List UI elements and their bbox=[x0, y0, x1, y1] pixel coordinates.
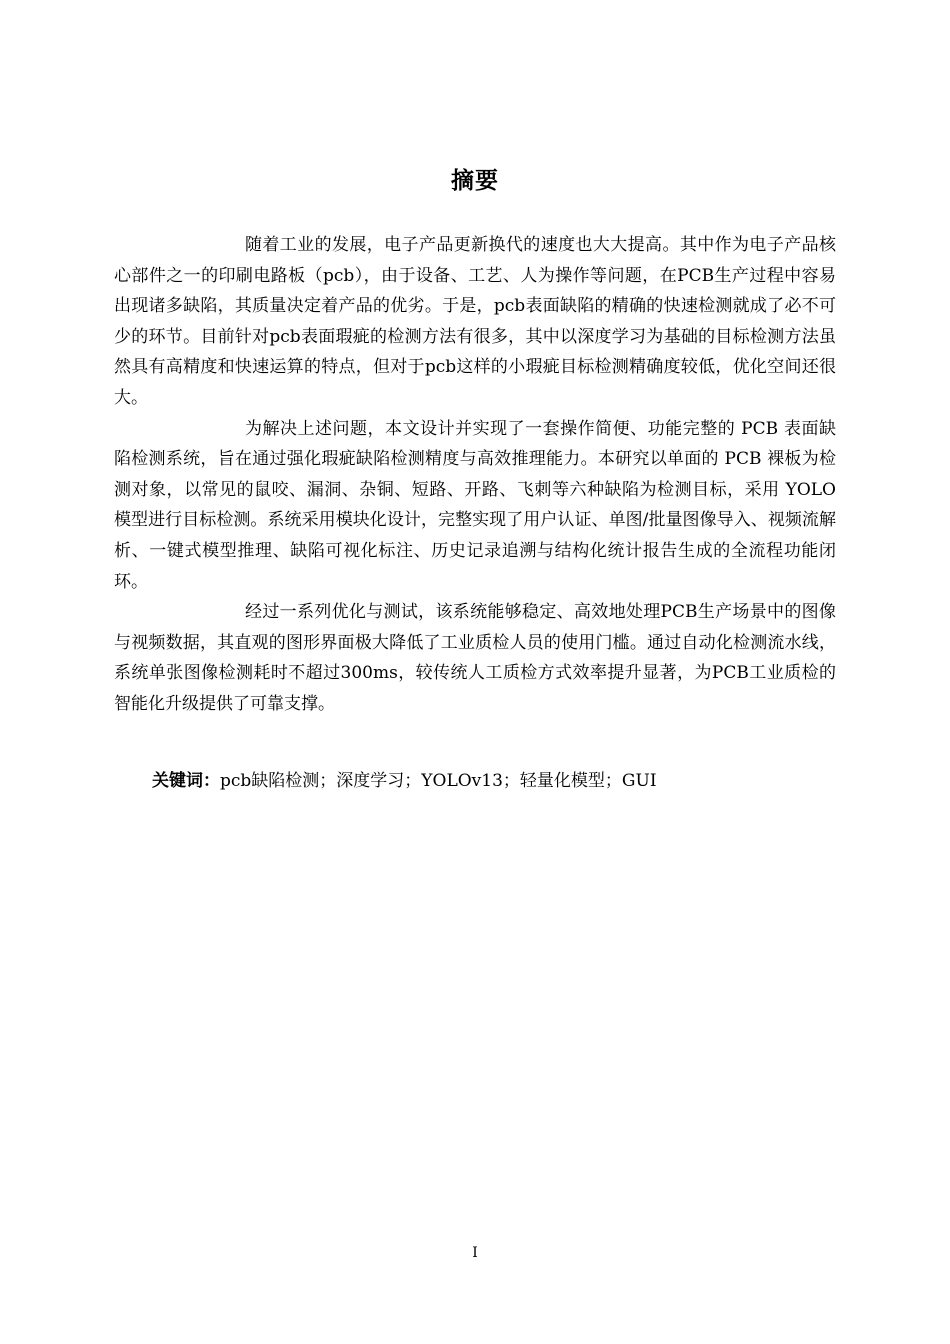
keywords-value: pcb缺陷检测；深度学习；YOLOv13；轻量化模型；GUI bbox=[220, 771, 657, 791]
abstract-paragraph-3: 经过一系列优化与测试，该系统能够稳定、高效地处理PCB生产场景中的图像与视频数据，其直观的图形界面极大降低了工业质检人员的使用门槛。通过自动化检测流水线，系统单张图像检测耗时不超过300ms，较传统人工质检方式效率提升显著，为PCB工业质检的智能化升级提供了可靠支撑。 bbox=[114, 602, 836, 714]
abstract-paragraph-2: 为解决上述问题，本文设计并实现了一套操作简便、功能完整的 PCB 表面缺陷检测系统，旨在通过强化瑕疵缺陷检测精度与高效推理能力。本研究以单面的 PCB 裸板为检测对象，以常见的鼠咬、漏洞、杂铜、短路、开路、飞刺等六种缺陷为检测目标，采用 YOLO 模型进行目标检测。系统采用模块化设计，完整实现了用户认证、单图/批量图像导入、视频流解析、一键式模型推理、缺陷可视化标注、历史记录追溯与结构化统计报告生成的全流程功能闭环。 bbox=[114, 418, 836, 592]
page-number: I bbox=[472, 1245, 478, 1261]
abstract-paragraph-1: 随着工业的发展，电子产品更新换代的速度也大大提高。其中作为电子产品核心部件之一的印刷电路板（pcb），由于设备、工艺、人为操作等问题，在PCB生产过程中容易出现诸多缺陷，其质量决定着产品的优劣。于是，pcb表面缺陷的精确的快速检测就成了必不可少的环节。目前针对pcb表面瑕疵的检测方法有很多，其中以深度学习为基础的目标检测方法虽然具有高精度和快速运算的特点，但对于pcb这样的小瑕疵目标检测精确度较低，优化空间还很大。 bbox=[114, 235, 836, 408]
keywords-line bbox=[152, 766, 657, 796]
page-title: 摘要 bbox=[451, 168, 499, 194]
keywords-label: 关键词： bbox=[152, 771, 220, 791]
abstract-body bbox=[114, 230, 836, 720]
